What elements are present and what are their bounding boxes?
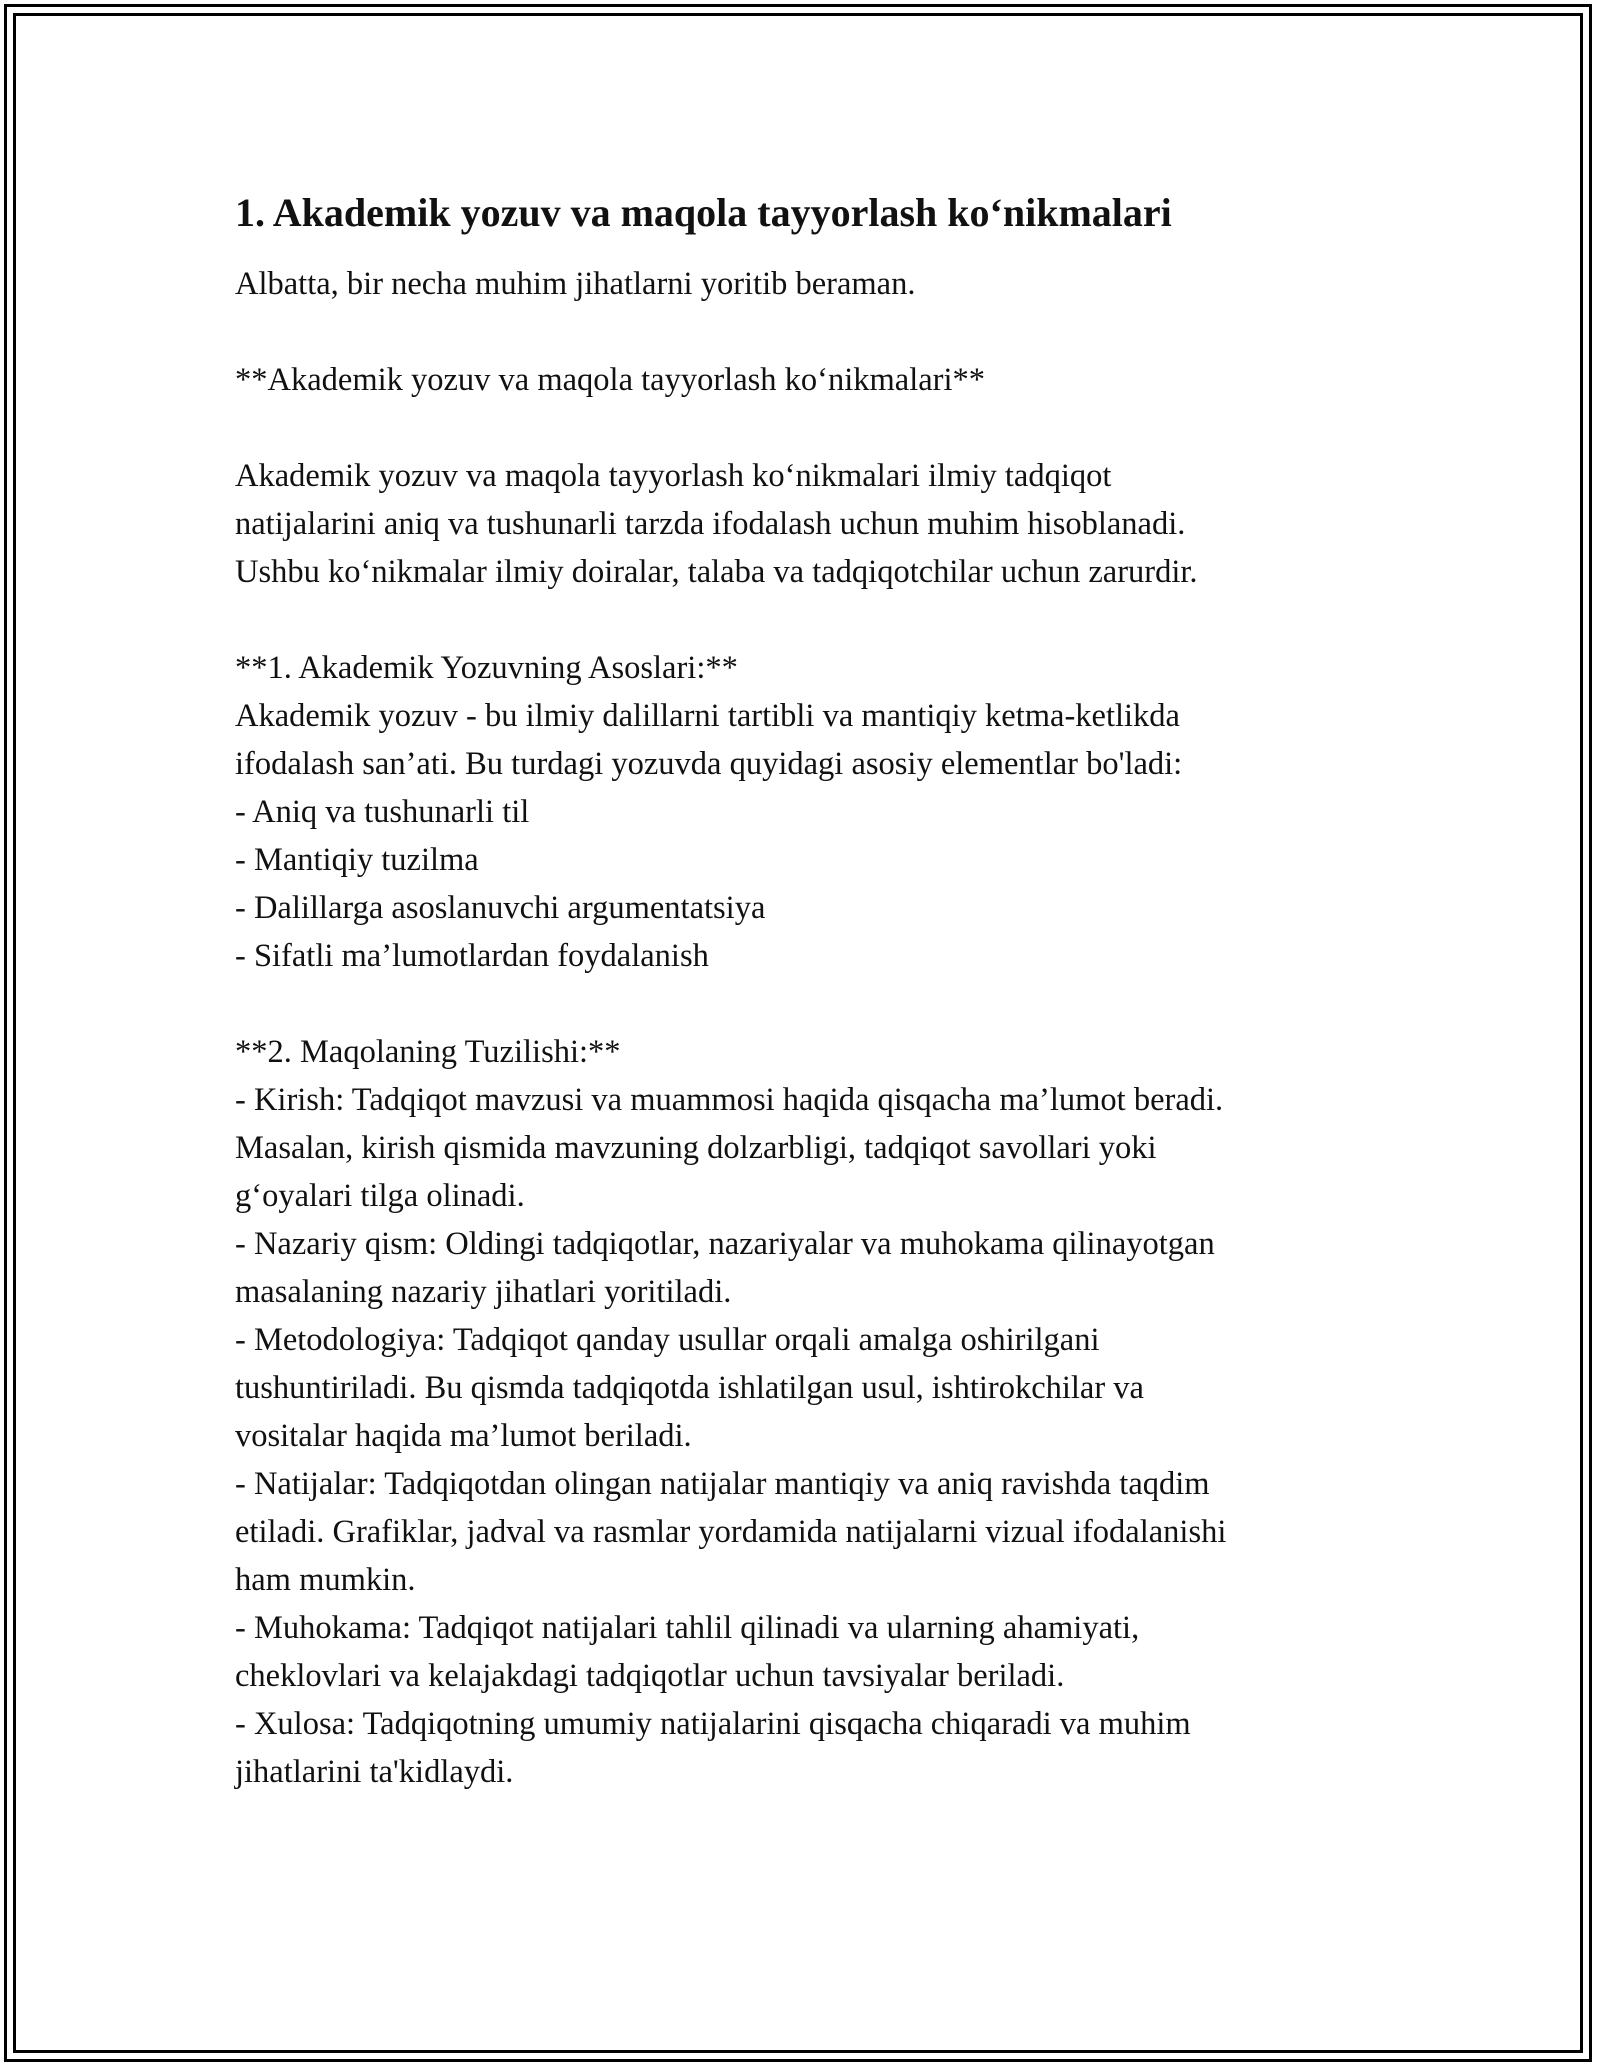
text-line: - Aniq va tushunarli til: [235, 794, 530, 830]
text-line: g‘oyalari tilga olinadi.: [235, 1178, 525, 1214]
text-line: natijalarini aniq va tushunarli tarzda ifodalash uchun muhim hisoblanadi.: [235, 506, 1186, 542]
text-line: - Sifatli ma’lumotlardan foydalanish: [235, 938, 709, 974]
text-line: vositalar haqida ma’lumot beriladi.: [235, 1418, 692, 1454]
text-line: - Metodologiya: Tadqiqot qanday usullar orqali amalga oshirilgani: [235, 1322, 1100, 1358]
text-line: - Kirish: Tadqiqot mavzusi va muammosi haqida qisqacha ma’lumot beradi.: [235, 1082, 1224, 1118]
text-line: masalaning nazariy jihatlari yoritiladi.: [235, 1274, 732, 1310]
text-line: - Mantiqiy tuzilma: [235, 842, 479, 878]
text-line: - Nazariy qism: Oldingi tadqiqotlar, nazariyalar va muhokama qilinayotgan: [235, 1226, 1215, 1262]
paragraph-gap: [235, 404, 1380, 452]
document-title: 1. Akademik yozuv va maqola tayyorlash ko‘nikmalari: [235, 190, 1172, 235]
text-line: Akademik yozuv - bu ilmiy dalillarni tartibli va mantiqiy ketma-ketlikda: [235, 698, 1180, 734]
text-line: Akademik yozuv va maqola tayyorlash ko‘nikmalari ilmiy tadqiqot: [235, 458, 1112, 494]
text-line: **2. Maqolaning Tuzilishi:**: [235, 1034, 621, 1070]
text-line: Albatta, bir necha muhim jihatlarni yoritib beraman.: [235, 266, 916, 302]
text-line: - Xulosa: Tadqiqotning umumiy natijalarini qisqacha chiqaradi va muhim: [235, 1706, 1191, 1742]
text-line: **1. Akademik Yozuvning Asoslari:**: [235, 650, 738, 686]
text-line: etiladi. Grafiklar, jadval va rasmlar yordamida natijalarni vizual ifodalanishi: [235, 1514, 1227, 1550]
document-body: [235, 186, 1380, 1796]
text-line: tushuntiriladi. Bu qismda tadqiqotda ishlatilgan usul, ishtirokchilar va: [235, 1370, 1144, 1406]
text-line: cheklovlari va kelajakdagi tadqiqotlar uchun tavsiyalar beriladi.: [235, 1658, 1065, 1694]
text-line: Masalan, kirish qismida mavzuning dolzarbligi, tadqiqot savollari yoki: [235, 1130, 1157, 1166]
text-line: ifodalash san’ati. Bu turdagi yozuvda quyidagi asosiy elementlar bo'ladi:: [235, 746, 1183, 782]
text-line: ham mumkin.: [235, 1562, 416, 1598]
text-line: - Muhokama: Tadqiqot natijalari tahlil qilinadi va ularning ahamiyati,: [235, 1610, 1140, 1646]
paragraph-gap: [235, 980, 1380, 1028]
text-line: - Natijalar: Tadqiqotdan olingan natijalar mantiqiy va aniq ravishda taqdim: [235, 1466, 1210, 1502]
text-line: - Dalillarga asoslanuvchi argumentatsiya: [235, 890, 766, 926]
text-line: **Akademik yozuv va maqola tayyorlash ko‘nikmalari**: [235, 362, 986, 398]
document-text: [235, 260, 1380, 1796]
text-line: jihatlarini ta'kidlaydi.: [235, 1754, 514, 1790]
text-line: Ushbu ko‘nikmalar ilmiy doiralar, talaba va tadqiqotchilar uchun zarurdir.: [235, 554, 1198, 590]
paragraph-gap: [235, 596, 1380, 644]
paragraph-gap: [235, 308, 1380, 356]
